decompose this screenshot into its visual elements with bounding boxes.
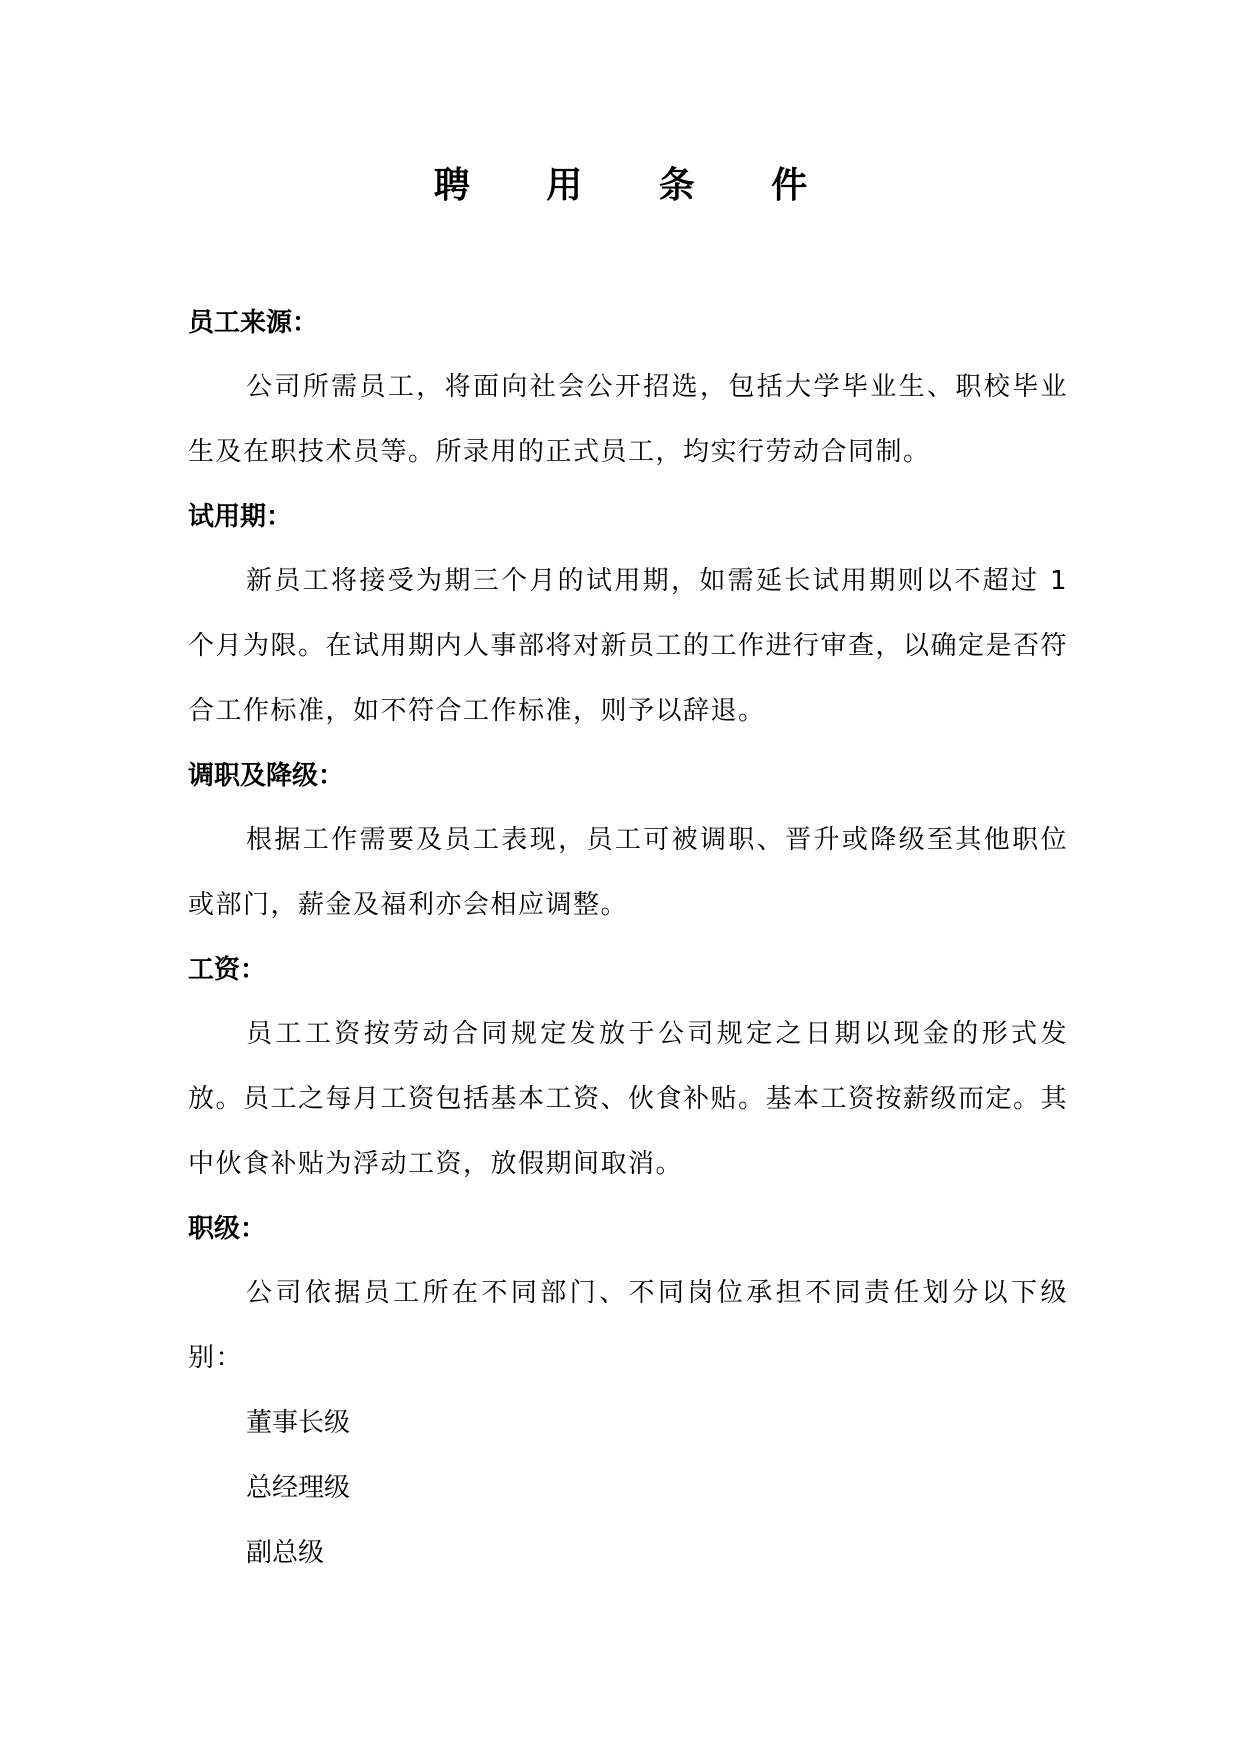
section-paragraph: 员工工资按劳动合同规定发放于公司规定之日期以现金的形式发放。员工之每月工资包括基本工资、伙食补贴。基本工资按薪级而定。其中伙食补贴为浮动工资，放假期间取消。 (188, 1019, 1069, 1179)
list-item: 总经理级 (246, 1473, 351, 1503)
list-item: 董事长级 (246, 1408, 351, 1438)
section-paragraph: 根据工作需要及员工表现，员工可被调职、晋升或降级至其他职位或部门，薪金及福利亦会相应调整。 (188, 825, 1068, 920)
section-employee-source (188, 291, 1068, 485)
document-title: 聘 用 条 件 (433, 165, 840, 206)
section-paragraph: 公司所需员工，将面向社会公开招选，包括大学毕业生、职校毕业生及在职技术员等。所录用的正式员工，均实行劳动合同制。 (188, 372, 1068, 467)
section-heading: 职级： (188, 1214, 267, 1244)
section-salary (188, 938, 1068, 1197)
section-paragraph: 新员工将接受为期三个月的试用期，如需延长试用期则以不超过 1 个月为限。在试用期内人事部将对新员工的工作进行审查，以确定是否符合工作标准，如不符合工作标准，则予以辞退。 (188, 566, 1069, 726)
section-probation (188, 485, 1068, 744)
section-transfer-demotion (188, 744, 1068, 938)
section-heading: 试用期： (188, 502, 293, 532)
section-paragraph: 公司依据员工所在不同部门、不同岗位承担不同责任划分以下级别： (188, 1278, 1068, 1373)
job-level-list (188, 1391, 1068, 1586)
section-heading: 工资： (188, 955, 267, 985)
section-job-level (188, 1197, 1068, 1586)
section-heading: 调职及降级： (188, 761, 345, 791)
document-body (188, 291, 1068, 1586)
list-item: 副总级 (246, 1538, 325, 1568)
section-heading: 员工来源： (188, 308, 319, 338)
